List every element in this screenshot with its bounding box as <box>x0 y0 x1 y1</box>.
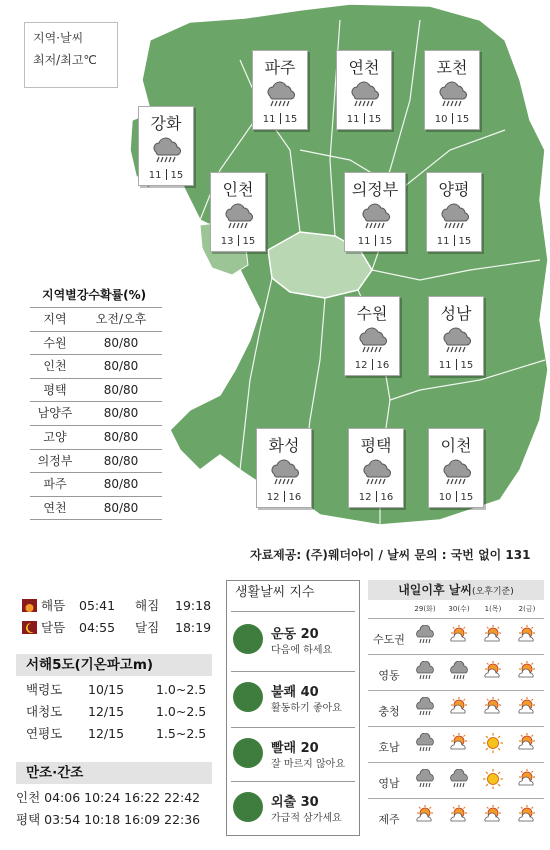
rain-cloud-icon <box>346 80 382 108</box>
table-row: 연천 80/80 <box>30 496 162 521</box>
source-credit: 자료제공: (주)웨더아이 / 날씨 문의 : 국번 없이 131 <box>250 548 531 562</box>
rain-cloud-icon <box>358 458 394 486</box>
partly-sunny-icon <box>414 805 436 827</box>
rain-cloud-icon <box>414 733 436 755</box>
rain-cloud-icon <box>266 458 302 486</box>
partly-sunny-icon <box>448 733 470 755</box>
forecast-region: 수도권 <box>373 633 405 646</box>
forecast-day: 29(화) <box>414 605 436 613</box>
rain-cloud-icon <box>438 326 474 354</box>
forecast-day: 2(금) <box>518 605 536 613</box>
life-item-outing: 외출 30 가급적 삼가세요 <box>231 789 355 839</box>
city-temp: 11 15 <box>438 360 474 371</box>
city-name: 이천 <box>440 436 472 455</box>
precipitation-probability-table <box>30 286 162 520</box>
rain-cloud-icon <box>148 136 184 164</box>
partly-sunny-icon <box>482 805 504 827</box>
partly-sunny-icon <box>516 769 538 791</box>
forecast-row <box>368 618 544 656</box>
partly-sunny-icon <box>448 805 470 827</box>
city-temp: 12 16 <box>266 492 302 503</box>
forecast-region: 영남 <box>378 777 400 790</box>
city-name: 연천 <box>348 58 380 77</box>
city-temp: 13 15 <box>220 236 256 247</box>
sea-row: 백령도 10/15 1.0~2.5 <box>26 682 207 697</box>
city-card-pyeongtaek <box>348 428 404 508</box>
city-name: 수원 <box>356 304 388 323</box>
table-row: 평택 80/80 <box>30 378 162 402</box>
forecast-region: 충청 <box>378 705 400 718</box>
sea-section-title: 서해5도(기온파고m) <box>16 654 212 676</box>
city-temp: 12 16 <box>358 492 394 503</box>
legend-line-1: 지역·날씨 <box>33 31 84 45</box>
city-card-incheon <box>210 172 266 252</box>
city-card-seongnam <box>428 296 484 376</box>
forecast-region: 영동 <box>378 669 400 682</box>
forecast-title: 내일이후 날씨(오후기준) <box>368 580 544 600</box>
rain-cloud-icon <box>414 661 436 683</box>
tide-section-title: 만조·간조 <box>16 762 212 784</box>
sea-row: 대청도 12/15 1.0~2.5 <box>26 704 207 719</box>
city-name: 포천 <box>436 58 468 77</box>
city-card-yeoncheon <box>336 50 392 130</box>
forecast-row <box>368 762 544 800</box>
sun-icon <box>482 769 504 791</box>
table-row: 파주 80/80 <box>30 472 162 496</box>
city-card-ganghwa <box>138 106 194 186</box>
partly-sunny-icon <box>516 733 538 755</box>
rain-cloud-icon <box>448 661 470 683</box>
rain-cloud-icon <box>448 769 470 791</box>
city-card-yangpyeong <box>426 172 482 252</box>
city-temp: 11 15 <box>436 236 472 247</box>
partly-sunny-icon <box>482 661 504 683</box>
forecast-row <box>368 690 544 728</box>
forecast-region: 호남 <box>378 741 400 754</box>
map-legend <box>24 22 118 88</box>
forecast-row <box>368 654 544 692</box>
table-title: 지역별강수확률(%) <box>42 288 147 302</box>
city-name: 파주 <box>264 58 296 77</box>
table-row: 고양 80/80 <box>30 425 162 449</box>
life-item-exercise: 운동 20 다음에 하세요 <box>231 621 355 671</box>
rain-cloud-icon <box>436 202 472 230</box>
tide-row: 평택 03:54 10:18 16:09 22:36 <box>16 812 201 827</box>
city-temp: 10 15 <box>438 492 474 503</box>
tide-row: 인천 04:06 10:24 16:22 22:42 <box>16 790 201 805</box>
forecast-region: 제주 <box>378 813 400 826</box>
city-name: 화성 <box>268 436 300 455</box>
table-row: 의정부 80/80 <box>30 449 162 473</box>
rain-cloud-icon <box>414 625 436 647</box>
discomfort-icon <box>233 682 263 712</box>
rain-cloud-icon <box>354 326 390 354</box>
partly-sunny-icon <box>482 697 504 719</box>
city-card-icheon <box>428 428 484 508</box>
sunrise-sunset-row: 해뜸 05:41 해짐 19:18 <box>22 596 211 616</box>
city-card-suwon <box>344 296 400 376</box>
rain-cloud-icon <box>262 80 298 108</box>
forecast-day: 1(목) <box>484 605 502 613</box>
life-item-laundry: 빨래 20 잘 마르지 않아요 <box>231 735 355 785</box>
life-item-discomfort: 불쾌 40 활동하기 좋아요 <box>231 679 355 729</box>
rain-cloud-icon <box>414 697 436 719</box>
partly-sunny-icon <box>482 625 504 647</box>
city-temp: 11 15 <box>148 170 184 181</box>
legend-line-2: 최저/최고℃ <box>33 53 97 67</box>
city-name: 의정부 <box>351 180 399 199</box>
outing-icon <box>233 792 263 822</box>
city-temp: 10 15 <box>434 114 470 125</box>
life-index-title: 생활날씨 지수 <box>235 585 315 600</box>
sea-row: 연평도 12/15 1.5~2.5 <box>26 726 207 741</box>
table-header: 지역 오전/오후 <box>30 307 162 331</box>
rain-cloud-icon <box>220 202 256 230</box>
partly-sunny-icon <box>516 625 538 647</box>
city-card-uijeongbu <box>344 172 406 252</box>
city-name: 인천 <box>222 180 254 199</box>
extended-forecast <box>368 580 544 836</box>
rain-cloud-icon <box>357 202 393 230</box>
rain-cloud-icon <box>438 458 474 486</box>
city-name: 양평 <box>438 180 470 199</box>
laundry-icon <box>233 738 263 768</box>
city-name: 강화 <box>150 114 182 133</box>
city-name: 평택 <box>360 436 392 455</box>
partly-sunny-icon <box>448 697 470 719</box>
forecast-row <box>368 798 544 836</box>
table-row: 인천 80/80 <box>30 354 162 378</box>
table-row: 수원 80/80 <box>30 331 162 355</box>
exercise-icon <box>233 624 263 654</box>
life-weather-index <box>226 580 360 836</box>
partly-sunny-icon <box>516 805 538 827</box>
partly-sunny-icon <box>516 661 538 683</box>
sun-icon <box>482 733 504 755</box>
city-card-paju <box>252 50 308 130</box>
rain-cloud-icon <box>434 80 470 108</box>
sunrise-icon <box>22 598 37 611</box>
table-row: 남양주 80/80 <box>30 401 162 425</box>
city-temp: 11 15 <box>357 236 393 247</box>
partly-sunny-icon <box>448 625 470 647</box>
forecast-day: 30(수) <box>448 605 470 613</box>
city-temp: 11 15 <box>346 114 382 125</box>
city-temp: 11 15 <box>262 114 298 125</box>
moonrise-moonset-row: 달뜸 04:55 달짐 18:19 <box>22 618 211 638</box>
city-card-hwaseong <box>256 428 312 508</box>
city-temp: 12 16 <box>354 360 390 371</box>
city-name: 성남 <box>440 304 472 323</box>
partly-sunny-icon <box>516 697 538 719</box>
city-card-pocheon <box>424 50 480 130</box>
rain-cloud-icon <box>414 769 436 791</box>
moonrise-icon <box>22 620 37 633</box>
forecast-row <box>368 726 544 764</box>
